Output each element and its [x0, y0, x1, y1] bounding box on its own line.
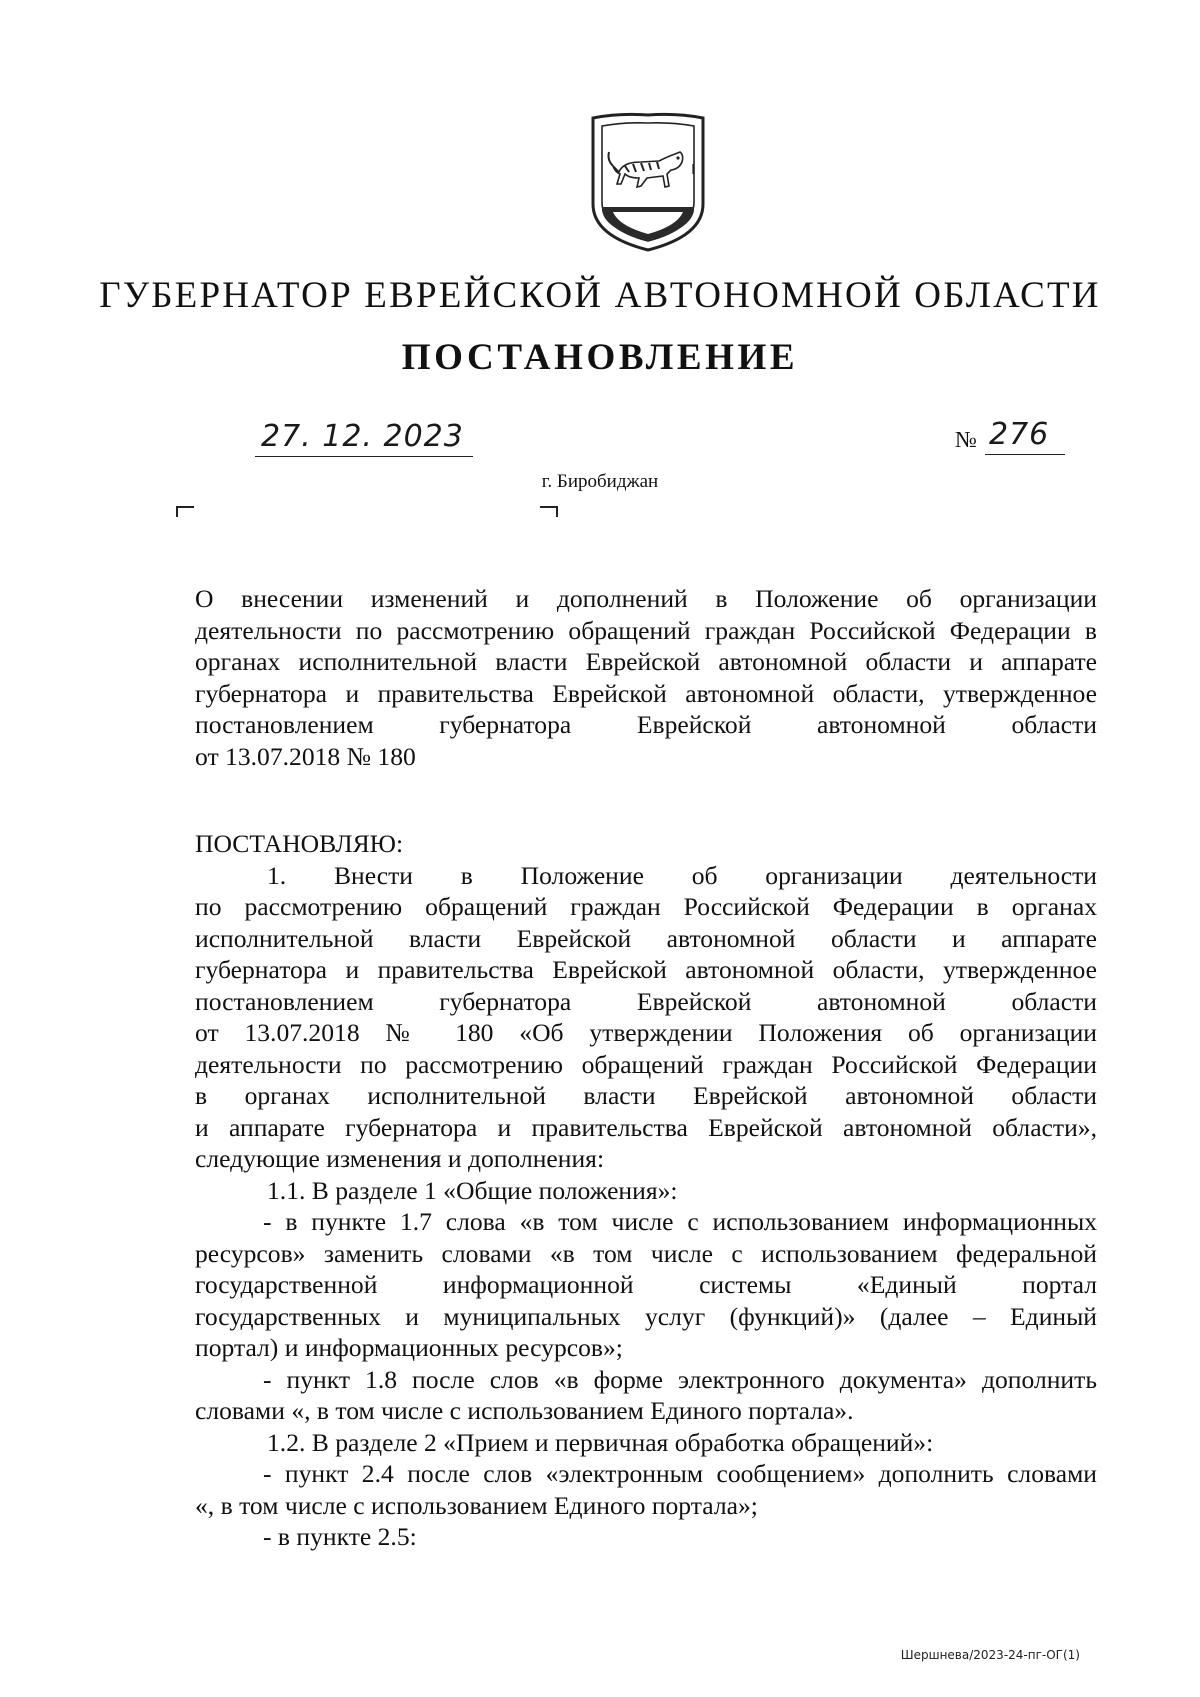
city: г. Биробиджан	[541, 471, 659, 492]
body-line: «, в том числе с использованием Единого портала»;	[195, 1490, 758, 1520]
body-line: - пункт 2.4 после слов «электронным сообщением» дополнить словами	[263, 1459, 1097, 1488]
body-line: ресурсов» заменить словами «в том числе с использованием федеральной	[195, 1238, 1097, 1268]
resolution-body	[195, 828, 1097, 1553]
body-line: деятельности по рассмотрению обращений граждан Российской Федерации	[195, 1049, 1097, 1079]
title-line: О внесении изменений и дополнений в Положение об организации	[195, 584, 1097, 613]
body-line: губернатора и правительства Еврейской автономной области, утвержденное	[195, 955, 1097, 984]
body-line: следующие изменения и дополнения:	[195, 1144, 605, 1173]
body-line: в органах исполнительной власти Еврейской автономной области	[195, 1081, 1097, 1110]
subsection-heading: 1.1. В разделе 1 «Общие положения»:	[267, 1175, 678, 1205]
body-line: исполнительной власти Еврейской автономной области и аппарате	[195, 923, 1097, 953]
title-bracket-left	[176, 506, 194, 517]
body-line: от 13.07.2018 № 180 «Об утверждении Положения об организации	[195, 1018, 1097, 1047]
ruling-word: ПОСТАНОВЛЯЮ:	[195, 829, 404, 858]
body-line: по рассмотрению обращений граждан Российской Федерации в органах	[195, 892, 1097, 921]
title-line: деятельности по рассмотрению обращений граждан Российской Федерации в	[195, 615, 1097, 645]
handwritten-number: 276	[989, 417, 1050, 452]
number-sign: №	[955, 427, 977, 452]
title-line: от 13.07.2018 № 180	[195, 741, 416, 771]
title-bracket-right	[540, 506, 558, 517]
body-line: портал) и информационных ресурсов»;	[195, 1333, 623, 1362]
subsection-heading: 1.2. В разделе 2 «Прием и первичная обработка обращений»:	[267, 1427, 934, 1457]
body-line: - в пункте 1.7 слова «в том числе с использованием информационных	[263, 1207, 1097, 1236]
body-line: постановлением губернатора Еврейской автономной области	[195, 986, 1097, 1016]
document-code: Шершнева/2023-24-пг-ОГ(1)	[900, 1648, 1080, 1662]
body-line: государственных и муниципальных услуг (функций)» (далее – Единый	[195, 1301, 1097, 1331]
title-line: постановлением губернатора Еврейской автономной области	[195, 710, 1097, 739]
body-line: 1. Внести в Положение об организации деятельности	[267, 860, 1097, 890]
document-type: ПОСТАНОВЛЕНИЕ	[401, 337, 799, 378]
body-line: - пункт 1.8 после слов «в форме электронного документа» дополнить	[263, 1364, 1097, 1394]
body-line: - в пункте 2.5:	[263, 1522, 417, 1551]
handwritten-date: 27. 12. 2023	[261, 419, 464, 454]
date-field	[255, 412, 473, 457]
number-field	[985, 410, 1065, 455]
document-title	[195, 583, 1097, 772]
title-line: губернатора и правительства Еврейской автономной области, утвержденное	[195, 678, 1097, 708]
coat-of-arms-tiger-icon	[589, 112, 707, 254]
issuing-authority: ГУБЕРНАТОР ЕВРЕЙСКОЙ АВТОНОМНОЙ ОБЛАСТИ	[99, 275, 1101, 316]
body-line: и аппарате губернатора и правительства Еврейской автономной области»,	[195, 1112, 1097, 1142]
body-line: словами «, в том числе с использованием Единого портала».	[195, 1396, 854, 1425]
body-line: государственной информационной системы «Единый портал	[195, 1270, 1097, 1299]
title-line: органах исполнительной власти Еврейской автономной области и аппарате	[195, 647, 1097, 676]
